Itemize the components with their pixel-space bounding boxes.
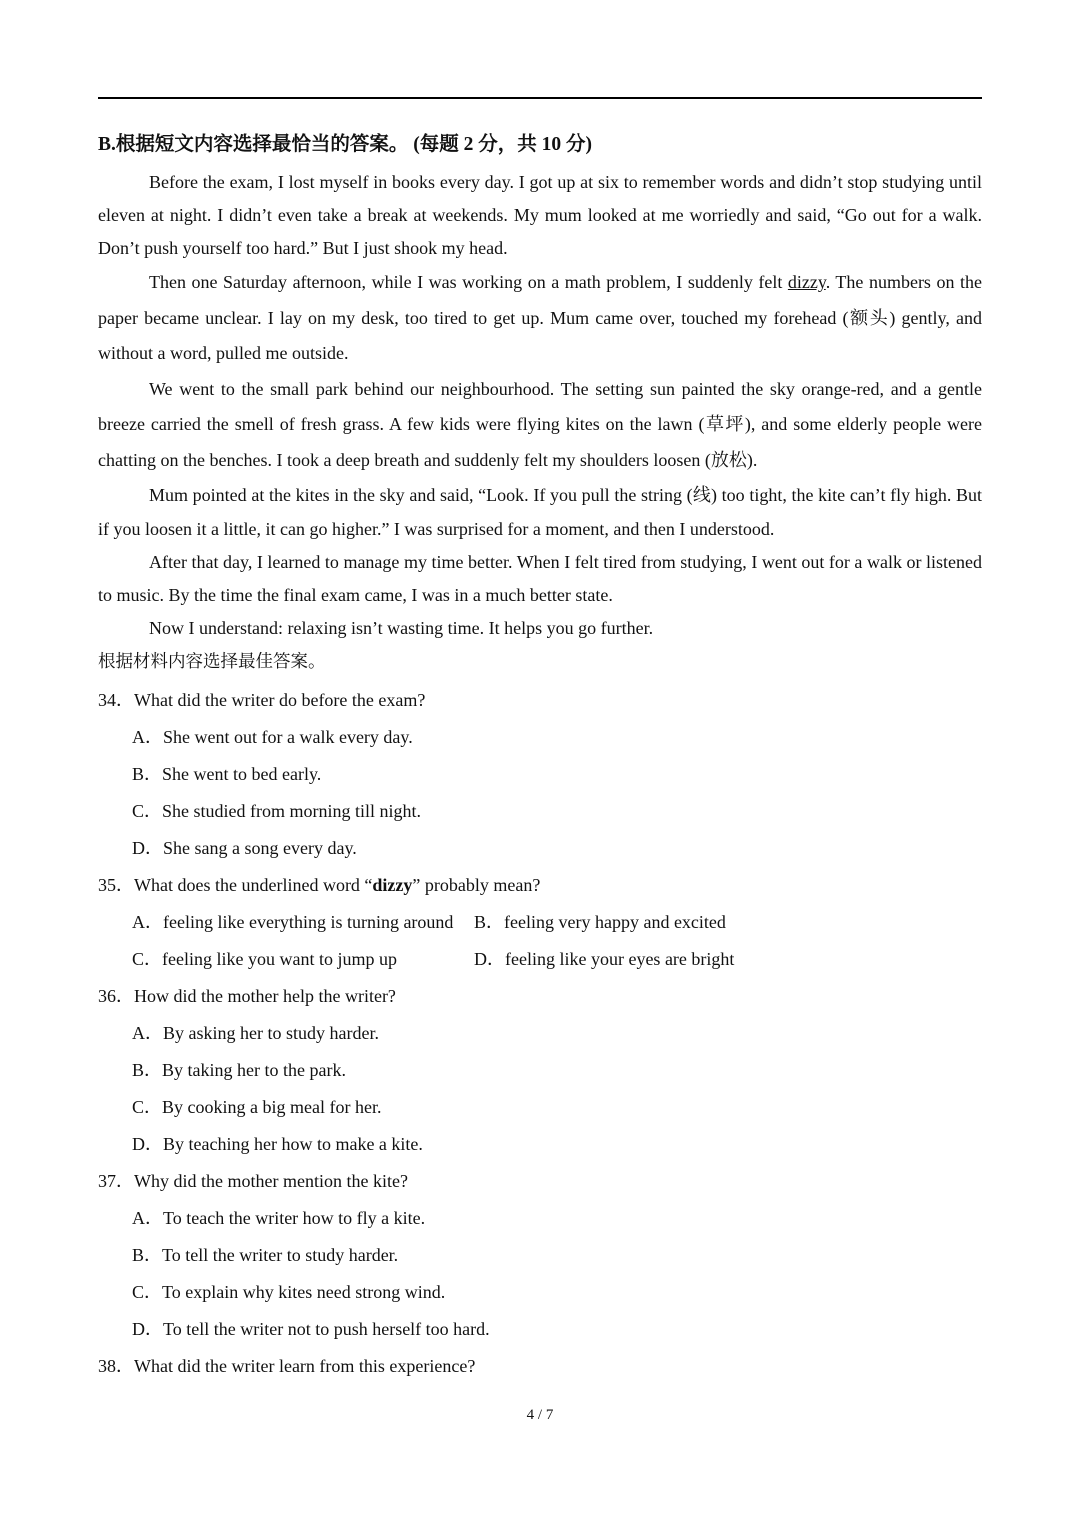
question-36: 36．How did the mother help the writer? — [98, 986, 396, 1006]
q34-option-c[interactable]: C．She studied from morning till night. — [132, 801, 421, 821]
q36-option-c[interactable]: C．By cooking a big meal for her. — [132, 1097, 382, 1117]
q35-option-a[interactable]: A．feeling like everything is turning around — [132, 912, 454, 932]
question-34: 34．What did the writer do before the exam? — [98, 690, 426, 710]
header-rule — [98, 97, 982, 99]
underlined-word: dizzy — [787, 272, 826, 292]
q37-option-b[interactable]: B．To tell the writer to study harder. — [132, 1245, 399, 1265]
passage-paragraph-1: Before the exam, I lost myself in books every day. I got up at six to remember words and didn’t stop studying until eleven at night. I didn’t even take a break at weekends. My mum looked at me worriedly and said, “Go out for a walk. Don’t push yourself too hard.” But I just shook my head. — [98, 172, 982, 258]
q37-option-c[interactable]: C．To explain why kites need strong wind. — [132, 1282, 446, 1302]
q35-option-b[interactable]: B．feeling very happy and excited — [474, 912, 726, 932]
instruction-text: 根据材料内容选择最佳答案。 — [98, 651, 326, 671]
page-number: 4 / 7 — [526, 1407, 554, 1423]
section-title: B.根据短文内容选择最恰当的答案。 (每题 2 分，共 10 分) — [98, 134, 592, 155]
reading-passage — [98, 166, 982, 645]
q37-option-d[interactable]: D．To tell the writer not to push herself too hard. — [132, 1319, 490, 1339]
q35-option-c[interactable]: C．feeling like you want to jump up — [132, 949, 397, 969]
q37-option-a[interactable]: A．To teach the writer how to fly a kite. — [132, 1208, 426, 1228]
passage-paragraph-4: Mum pointed at the kites in the sky and said, “Look. If you pull the string (线) too tight, the kite can’t fly high. But if you loosen it a little, it can go higher.” I was surprised for a moment, and then I understood. — [98, 485, 982, 539]
q34-option-d[interactable]: D．She sang a song every day. — [132, 838, 357, 858]
passage-paragraph-5: After that day, I learned to manage my time better. When I felt tired from studying, I went out for a walk or listened to music. By the time the final exam came, I was in a much better state. — [98, 552, 982, 605]
q36-option-a[interactable]: A．By asking her to study harder. — [132, 1023, 379, 1043]
q36-option-d[interactable]: D．By teaching her how to make a kite. — [132, 1134, 423, 1154]
bold-word: dizzy — [372, 875, 413, 895]
q35-option-d[interactable]: D．feeling like your eyes are bright — [474, 949, 735, 969]
question-37: 37．Why did the mother mention the kite? — [98, 1171, 408, 1191]
passage-paragraph-3: We went to the small park behind our neighbourhood. The setting sun painted the sky orange-red, and a gentle breeze carried the smell of fresh grass. A few kids were flying kites on the lawn (草坪), and some elderly people were chatting on the benches. I took a deep breath and suddenly felt my shoulders loosen (放松). — [98, 378, 982, 470]
passage-paragraph-2: Then one Saturday afternoon, while I was working on a math problem, I suddenly felt dizzy. The numbers on the paper became unclear. I lay on my desk, too tired to get up. Mum came over, touched my forehead (额头) gently, and without a word, pulled me outside. — [98, 272, 983, 363]
passage-paragraph-6: Now I understand: relaxing isn’t wasting time. It helps you go further. — [149, 618, 654, 638]
q34-option-a[interactable]: A．She went out for a walk every day. — [132, 727, 413, 747]
q34-option-b[interactable]: B．She went to bed early. — [132, 764, 322, 784]
question-38: 38．What did the writer learn from this experience? — [98, 1356, 476, 1376]
question-35: 35．What does the underlined word “dizzy” probably mean? — [98, 875, 541, 895]
q36-option-b[interactable]: B．By taking her to the park. — [132, 1060, 346, 1080]
